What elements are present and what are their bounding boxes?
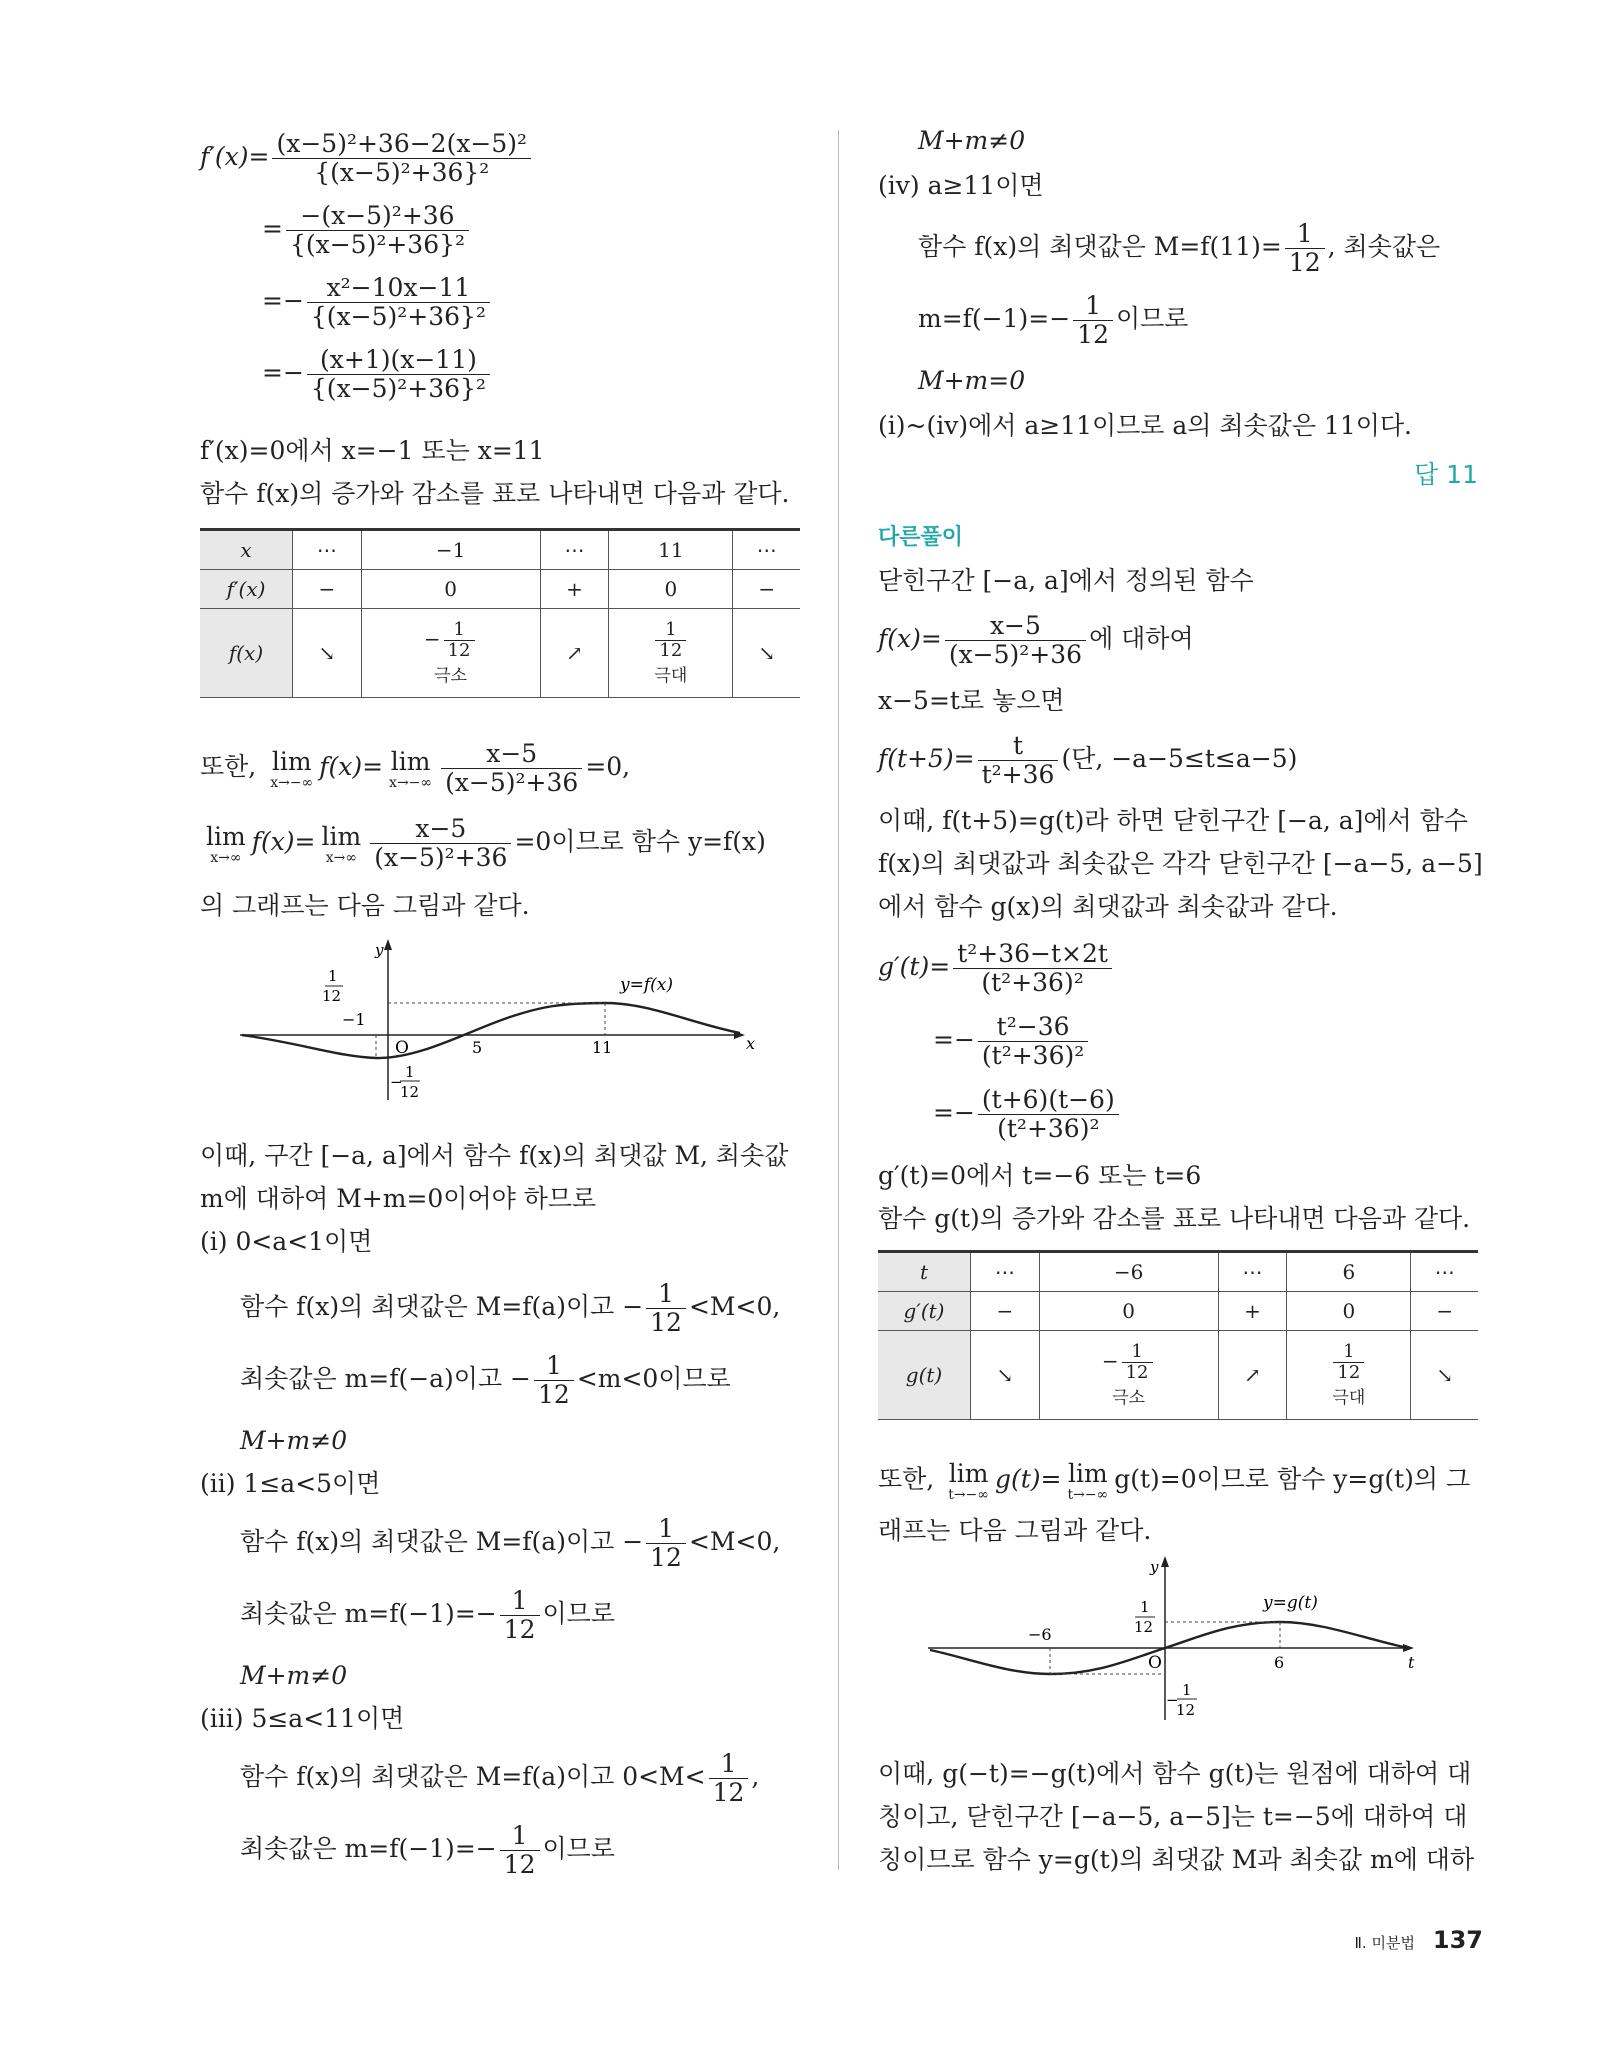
- fraction: [709, 1750, 749, 1807]
- local-min-label: 극소: [434, 666, 468, 686]
- table-cell: ⋯: [1411, 1252, 1478, 1292]
- page-footer: [1355, 1925, 1483, 1954]
- table-cell: 0: [1287, 1292, 1411, 1331]
- case-result: M+m=0: [918, 366, 1026, 395]
- table-row: [878, 1252, 1478, 1292]
- limit: [385, 748, 436, 790]
- increase-arrow-icon: ↗: [540, 609, 609, 698]
- lim: lim: [948, 1459, 989, 1488]
- fraction: [534, 1352, 574, 1409]
- paragraph: 칭이고, 닫힌구간 [−a−5, a−5]는 t=−5에 대하여 대: [878, 1802, 1468, 1831]
- lim: lim: [271, 746, 312, 776]
- tick-label: 11: [592, 1038, 613, 1057]
- tick-label: 1: [328, 967, 338, 985]
- tick-label: 5: [472, 1038, 483, 1057]
- table-cell: f(x): [200, 609, 293, 698]
- denominator: 12: [650, 1308, 682, 1337]
- denominator: 12: [1077, 320, 1109, 349]
- origin-label: O: [395, 1038, 409, 1058]
- max-cell: [1287, 1331, 1411, 1420]
- graph-f: [240, 935, 760, 1105]
- text: 이므로: [542, 1599, 615, 1628]
- numerator: x−5: [441, 740, 582, 769]
- limit-line-2: [200, 815, 766, 872]
- derivative-line-1: [200, 130, 534, 187]
- numerator: 1: [444, 620, 475, 641]
- denominator: 12: [712, 1778, 745, 1807]
- table-cell: ⋯: [293, 530, 362, 570]
- answer-badge: 답 11: [1414, 460, 1478, 489]
- critical-points: f′(x)=0에서 x=−1 또는 x=11: [200, 436, 545, 465]
- expr: f′(x)=: [200, 142, 270, 171]
- min-cell: [1039, 1331, 1218, 1420]
- table-row: [878, 1331, 1478, 1420]
- numerator: 1: [500, 1822, 540, 1851]
- equals: =−: [262, 358, 304, 387]
- fraction: [444, 620, 475, 661]
- equals: =−: [933, 1098, 975, 1127]
- table-cell: 0: [361, 570, 540, 609]
- numerator: x−5: [945, 612, 1086, 641]
- text: 이므로: [1115, 304, 1189, 333]
- fraction: [1122, 1342, 1153, 1383]
- denominator: 12: [447, 640, 471, 661]
- denominator: (t²+36)²: [981, 1041, 1085, 1070]
- text: 이므로: [542, 1834, 615, 1863]
- decrease-arrow-icon: ↘: [1411, 1331, 1478, 1420]
- table-cell: −: [293, 570, 362, 609]
- y-label: y: [375, 941, 384, 959]
- paragraph: x−5=t로 놓으면: [878, 686, 1065, 715]
- numerator: t²+36−t×2t: [953, 940, 1112, 969]
- paragraph: 이때, 구간 [−a, a]에서 함수 f(x)의 최댓값 M, 최솟값: [200, 1141, 789, 1170]
- column-divider: [838, 130, 839, 1870]
- denominator: (x−5)²+36: [948, 640, 1083, 669]
- denominator: 12: [1288, 248, 1321, 277]
- sign: −: [423, 627, 441, 651]
- fraction: [272, 130, 531, 187]
- numerator: 1: [1285, 220, 1325, 249]
- numerator: −(x−5)²+36: [286, 202, 469, 231]
- fraction: [646, 1515, 686, 1572]
- case-line: [918, 220, 1440, 277]
- fraction: [953, 940, 1112, 997]
- lim-sub: t→−∞: [1067, 1487, 1109, 1503]
- lim-sub: x→−∞: [389, 774, 433, 791]
- denominator: 12: [503, 1615, 536, 1644]
- numerator: 1: [1073, 292, 1113, 321]
- denominator: {(x−5)²+36}²: [310, 374, 486, 403]
- paragraph: 닫힌구간 [−a, a]에서 정의된 함수: [878, 566, 1254, 595]
- graph-intro: 의 그래프는 다음 그림과 같다.: [200, 891, 530, 920]
- numerator: 1: [646, 1515, 686, 1544]
- local-max-label: 극대: [654, 666, 688, 686]
- text: (단, −a−5≤t≤a−5): [1061, 744, 1298, 773]
- origin-label: O: [1148, 1653, 1162, 1673]
- tick-label: −6: [1028, 1625, 1052, 1644]
- fraction: [307, 346, 490, 403]
- paragraph: 칭이므로 함수 y=g(t)의 최댓값 M과 최솟값 m에 대하: [878, 1845, 1475, 1874]
- fraction: [500, 1822, 540, 1879]
- lim-sub: x→∞: [210, 849, 242, 866]
- denominator: (x−5)²+36: [445, 768, 579, 797]
- lim: lim: [321, 821, 362, 851]
- fraction: [945, 612, 1086, 669]
- curve-label: y=f(x): [620, 975, 673, 995]
- text: 또한,: [878, 1464, 935, 1494]
- table-cell: ⋯: [540, 530, 609, 570]
- text: 에 대하여: [1089, 624, 1194, 653]
- denominator: 12: [659, 640, 683, 661]
- denominator: 12: [650, 1543, 682, 1572]
- g-derivative-3: [933, 1086, 1122, 1143]
- numerator: (t+6)(t−6): [978, 1086, 1119, 1115]
- limit: [202, 823, 250, 865]
- numerator: 1: [1333, 1342, 1364, 1363]
- fraction: [286, 202, 469, 259]
- numerator: 1: [534, 1352, 574, 1381]
- decrease-arrow-icon: ↘: [971, 1331, 1040, 1420]
- paragraph: f(x)의 최댓값과 최솟값은 각각 닫힌구간 [−a−5, a−5]: [878, 849, 1483, 878]
- paragraph: 에서 함수 g(x)의 최댓값과 최솟값과 같다.: [878, 892, 1338, 921]
- table-cell: −: [971, 1292, 1040, 1331]
- tick-label: −1: [342, 1010, 366, 1029]
- y-label: y: [1150, 1558, 1159, 1576]
- numerator: 1: [646, 1280, 686, 1309]
- numerator: 1: [709, 1750, 749, 1779]
- limit: [266, 748, 317, 790]
- decrease-arrow-icon: ↘: [293, 609, 362, 698]
- text: <M<0,: [688, 1527, 781, 1556]
- fraction: [1073, 292, 1113, 349]
- denominator: (t²+36)²: [997, 1114, 1100, 1143]
- table-cell: f′(x): [200, 570, 293, 609]
- function-def: [878, 612, 1194, 669]
- tick-label: 1: [1140, 1598, 1150, 1616]
- tick-label: 6: [1274, 1653, 1285, 1672]
- derivative-line-2: [262, 202, 472, 259]
- table-cell: ⋯: [733, 530, 800, 570]
- denominator: 12: [538, 1380, 570, 1409]
- fraction: [978, 1086, 1119, 1143]
- text: <m<0이므로: [576, 1364, 731, 1393]
- numerator: 1: [655, 620, 686, 641]
- table-row: [200, 570, 800, 609]
- y-arrow-icon: [384, 939, 392, 950]
- critical-points: g′(t)=0에서 t=−6 또는 t=6: [878, 1161, 1202, 1190]
- denominator: 12: [503, 1850, 536, 1879]
- text: ,: [751, 1762, 760, 1791]
- fraction: [500, 1587, 540, 1644]
- text: <M<0,: [688, 1292, 781, 1321]
- lim: lim: [390, 746, 431, 776]
- tick-label: 1: [1182, 1681, 1192, 1699]
- denominator: (t²+36)²: [981, 968, 1084, 997]
- decrease-arrow-icon: ↘: [733, 609, 800, 698]
- fraction: [307, 274, 490, 331]
- paragraph: 이때, g(−t)=−g(t)에서 함수 g(t)는 원점에 대하여 대: [878, 1759, 1472, 1788]
- text: =0이므로 함수 y=f(x): [514, 827, 766, 856]
- text: 최솟값은 m=f(−a)이고 −: [240, 1364, 532, 1393]
- lim-sub: t→−∞: [948, 1487, 989, 1503]
- fraction: [370, 815, 511, 872]
- paragraph: m에 대하여 M+m=0이어야 하므로: [200, 1184, 597, 1213]
- tick-label: −: [1166, 1691, 1179, 1709]
- case-result: M+m≠0: [918, 126, 1026, 155]
- graph-g: [928, 1550, 1448, 1725]
- case-line: [240, 1515, 780, 1572]
- derivative-line-4: [262, 346, 493, 403]
- equals: =−: [933, 1025, 975, 1054]
- equals: =−: [262, 286, 304, 315]
- numerator: (x−5)²+36−2(x−5)²: [272, 130, 531, 159]
- tick-label: 1: [405, 1063, 415, 1081]
- expr: f(x)=: [878, 624, 942, 653]
- numerator: (x+1)(x−11): [307, 346, 490, 375]
- text: , 최솟값은: [1327, 232, 1441, 261]
- table-cell: −1: [361, 530, 540, 570]
- expr: f(x)=: [319, 752, 384, 781]
- table-cell: 0: [609, 570, 733, 609]
- local-min-label: 극소: [1112, 1388, 1146, 1408]
- lim-sub: x→∞: [325, 849, 358, 866]
- table-cell: 0: [1039, 1292, 1218, 1331]
- fraction: [978, 1013, 1088, 1070]
- text: g(t)=0이므로 함수 y=g(t)의 그: [1114, 1464, 1471, 1494]
- fraction: [441, 740, 582, 797]
- numerator: t²−36: [978, 1013, 1088, 1042]
- expr: f(t+5)=: [878, 744, 975, 773]
- text: 함수 f(x)의 최댓값은 M=f(a)이고 0<M<: [240, 1762, 706, 1791]
- lim: lim: [1067, 1459, 1108, 1488]
- numerator: 1: [500, 1587, 540, 1616]
- page-number: 137: [1432, 1926, 1483, 1954]
- fraction: [1333, 1342, 1364, 1383]
- min-cell: [361, 609, 540, 698]
- lim-sub: x→−∞: [270, 774, 314, 791]
- t-label: t: [1408, 1653, 1415, 1672]
- table-cell: ⋯: [971, 1252, 1040, 1292]
- denominator: 12: [1125, 1362, 1149, 1383]
- text: 또한,: [200, 752, 257, 781]
- limit: [318, 823, 366, 865]
- denominator: (x−5)²+36: [374, 843, 508, 872]
- table-cell: −: [733, 570, 800, 609]
- tick-label: 12: [400, 1083, 420, 1101]
- lim: lim: [206, 821, 246, 851]
- chapter-label: Ⅱ. 미분법: [1354, 1934, 1415, 1952]
- graph-intro: 래프는 다음 그림과 같다.: [878, 1516, 1152, 1545]
- g-derivative-1: [878, 940, 1115, 997]
- expr: f(x)=: [251, 827, 316, 856]
- text: m=f(−1)=−: [918, 304, 1071, 333]
- table-intro: 함수 g(t)의 증가와 감소를 표로 나타내면 다음과 같다.: [878, 1204, 1471, 1233]
- alt-solution-title: 다른풀이: [878, 525, 964, 550]
- denominator: {(x−5)²+36}²: [289, 230, 466, 259]
- substitution: [878, 732, 1297, 789]
- fraction: [646, 1280, 686, 1337]
- tick-label: 12: [1134, 1618, 1154, 1636]
- table-intro: 함수 f(x)의 증가와 감소를 표로 나타내면 다음과 같다.: [200, 479, 790, 508]
- numerator: x−5: [370, 815, 511, 844]
- case-line: [240, 1587, 615, 1644]
- local-max-label: 극대: [1332, 1388, 1366, 1408]
- equals: =: [262, 214, 283, 243]
- denominator: 12: [1337, 1362, 1361, 1383]
- increase-arrow-icon: ↗: [1218, 1331, 1287, 1420]
- numerator: 1: [1122, 1342, 1153, 1363]
- table-cell: ⋯: [1218, 1252, 1287, 1292]
- variation-table-f: [200, 528, 800, 698]
- numerator: t: [978, 732, 1059, 761]
- text: 최솟값은 m=f(−1)=−: [240, 1834, 497, 1863]
- table-cell: t: [878, 1252, 971, 1292]
- case-line: [240, 1822, 615, 1879]
- table-cell: −: [1411, 1292, 1478, 1331]
- table-cell: 6: [1287, 1252, 1411, 1292]
- table-cell: +: [540, 570, 609, 609]
- sign: −: [1101, 1349, 1119, 1373]
- table-cell: −6: [1039, 1252, 1218, 1292]
- conclusion: (ⅰ)~(ⅳ)에서 a≥11이므로 a의 최솟값은 11이다.: [878, 411, 1412, 440]
- tick-label: 12: [322, 987, 342, 1005]
- curve-label: y=g(t): [1263, 1593, 1318, 1613]
- text: 함수 f(x)의 최댓값은 M=f(a)이고 −: [240, 1527, 644, 1556]
- g-limit-line: [878, 1460, 1470, 1502]
- table-row: [878, 1292, 1478, 1331]
- case-line: [240, 1352, 731, 1409]
- variation-table-g: [878, 1250, 1478, 1420]
- text: =0,: [585, 752, 631, 781]
- fraction: [655, 620, 686, 661]
- table-cell: 11: [609, 530, 733, 570]
- table-cell: g(t): [878, 1331, 971, 1420]
- case-result: M+m≠0: [240, 1661, 348, 1690]
- fraction: [1285, 220, 1325, 277]
- table-row: [200, 530, 800, 570]
- limit-line-1: [200, 740, 630, 797]
- text: 함수 f(x)의 최댓값은 M=f(a)이고 −: [240, 1292, 644, 1321]
- tick-label: 12: [1176, 1701, 1196, 1719]
- case-heading: (ⅳ) a≥11이면: [878, 171, 1044, 200]
- denominator: t²+36: [981, 760, 1055, 789]
- denominator: {(x−5)²+36}²: [314, 158, 490, 187]
- text: 최솟값은 m=f(−1)=−: [240, 1599, 497, 1628]
- numerator: x²−10x−11: [307, 274, 490, 303]
- limit: [944, 1460, 993, 1502]
- table-cell: x: [200, 530, 293, 570]
- g-derivative-2: [933, 1013, 1091, 1070]
- text: 함수 f(x)의 최댓값은 M=f(11)=: [918, 232, 1282, 261]
- limit: [1063, 1460, 1112, 1502]
- table-row: [200, 609, 800, 698]
- case-heading: (ⅰ) 0<a<1이면: [200, 1227, 373, 1256]
- curve-f: [242, 1003, 740, 1058]
- paragraph: 이때, f(t+5)=g(t)라 하면 닫힌구간 [−a, a]에서 함수: [878, 806, 1468, 835]
- table-cell: g′(t): [878, 1292, 971, 1331]
- expr: g′(t)=: [878, 952, 951, 981]
- case-heading: (ⅲ) 5≤a<11이면: [200, 1704, 405, 1733]
- x-label: x: [746, 1034, 756, 1053]
- fraction: [978, 732, 1059, 789]
- case-line: [240, 1750, 759, 1807]
- case-heading: (ⅱ) 1≤a<5이면: [200, 1469, 381, 1498]
- case-result: M+m≠0: [240, 1426, 348, 1455]
- max-cell: [609, 609, 733, 698]
- case-line: [918, 292, 1188, 349]
- tick-label: −: [390, 1073, 403, 1091]
- case-line: [240, 1280, 780, 1337]
- y-arrow-icon: [1161, 1556, 1169, 1567]
- derivative-line-3: [262, 274, 493, 331]
- denominator: {(x−5)²+36}²: [310, 302, 486, 331]
- expr: g(t)=: [994, 1464, 1062, 1494]
- table-cell: +: [1218, 1292, 1287, 1331]
